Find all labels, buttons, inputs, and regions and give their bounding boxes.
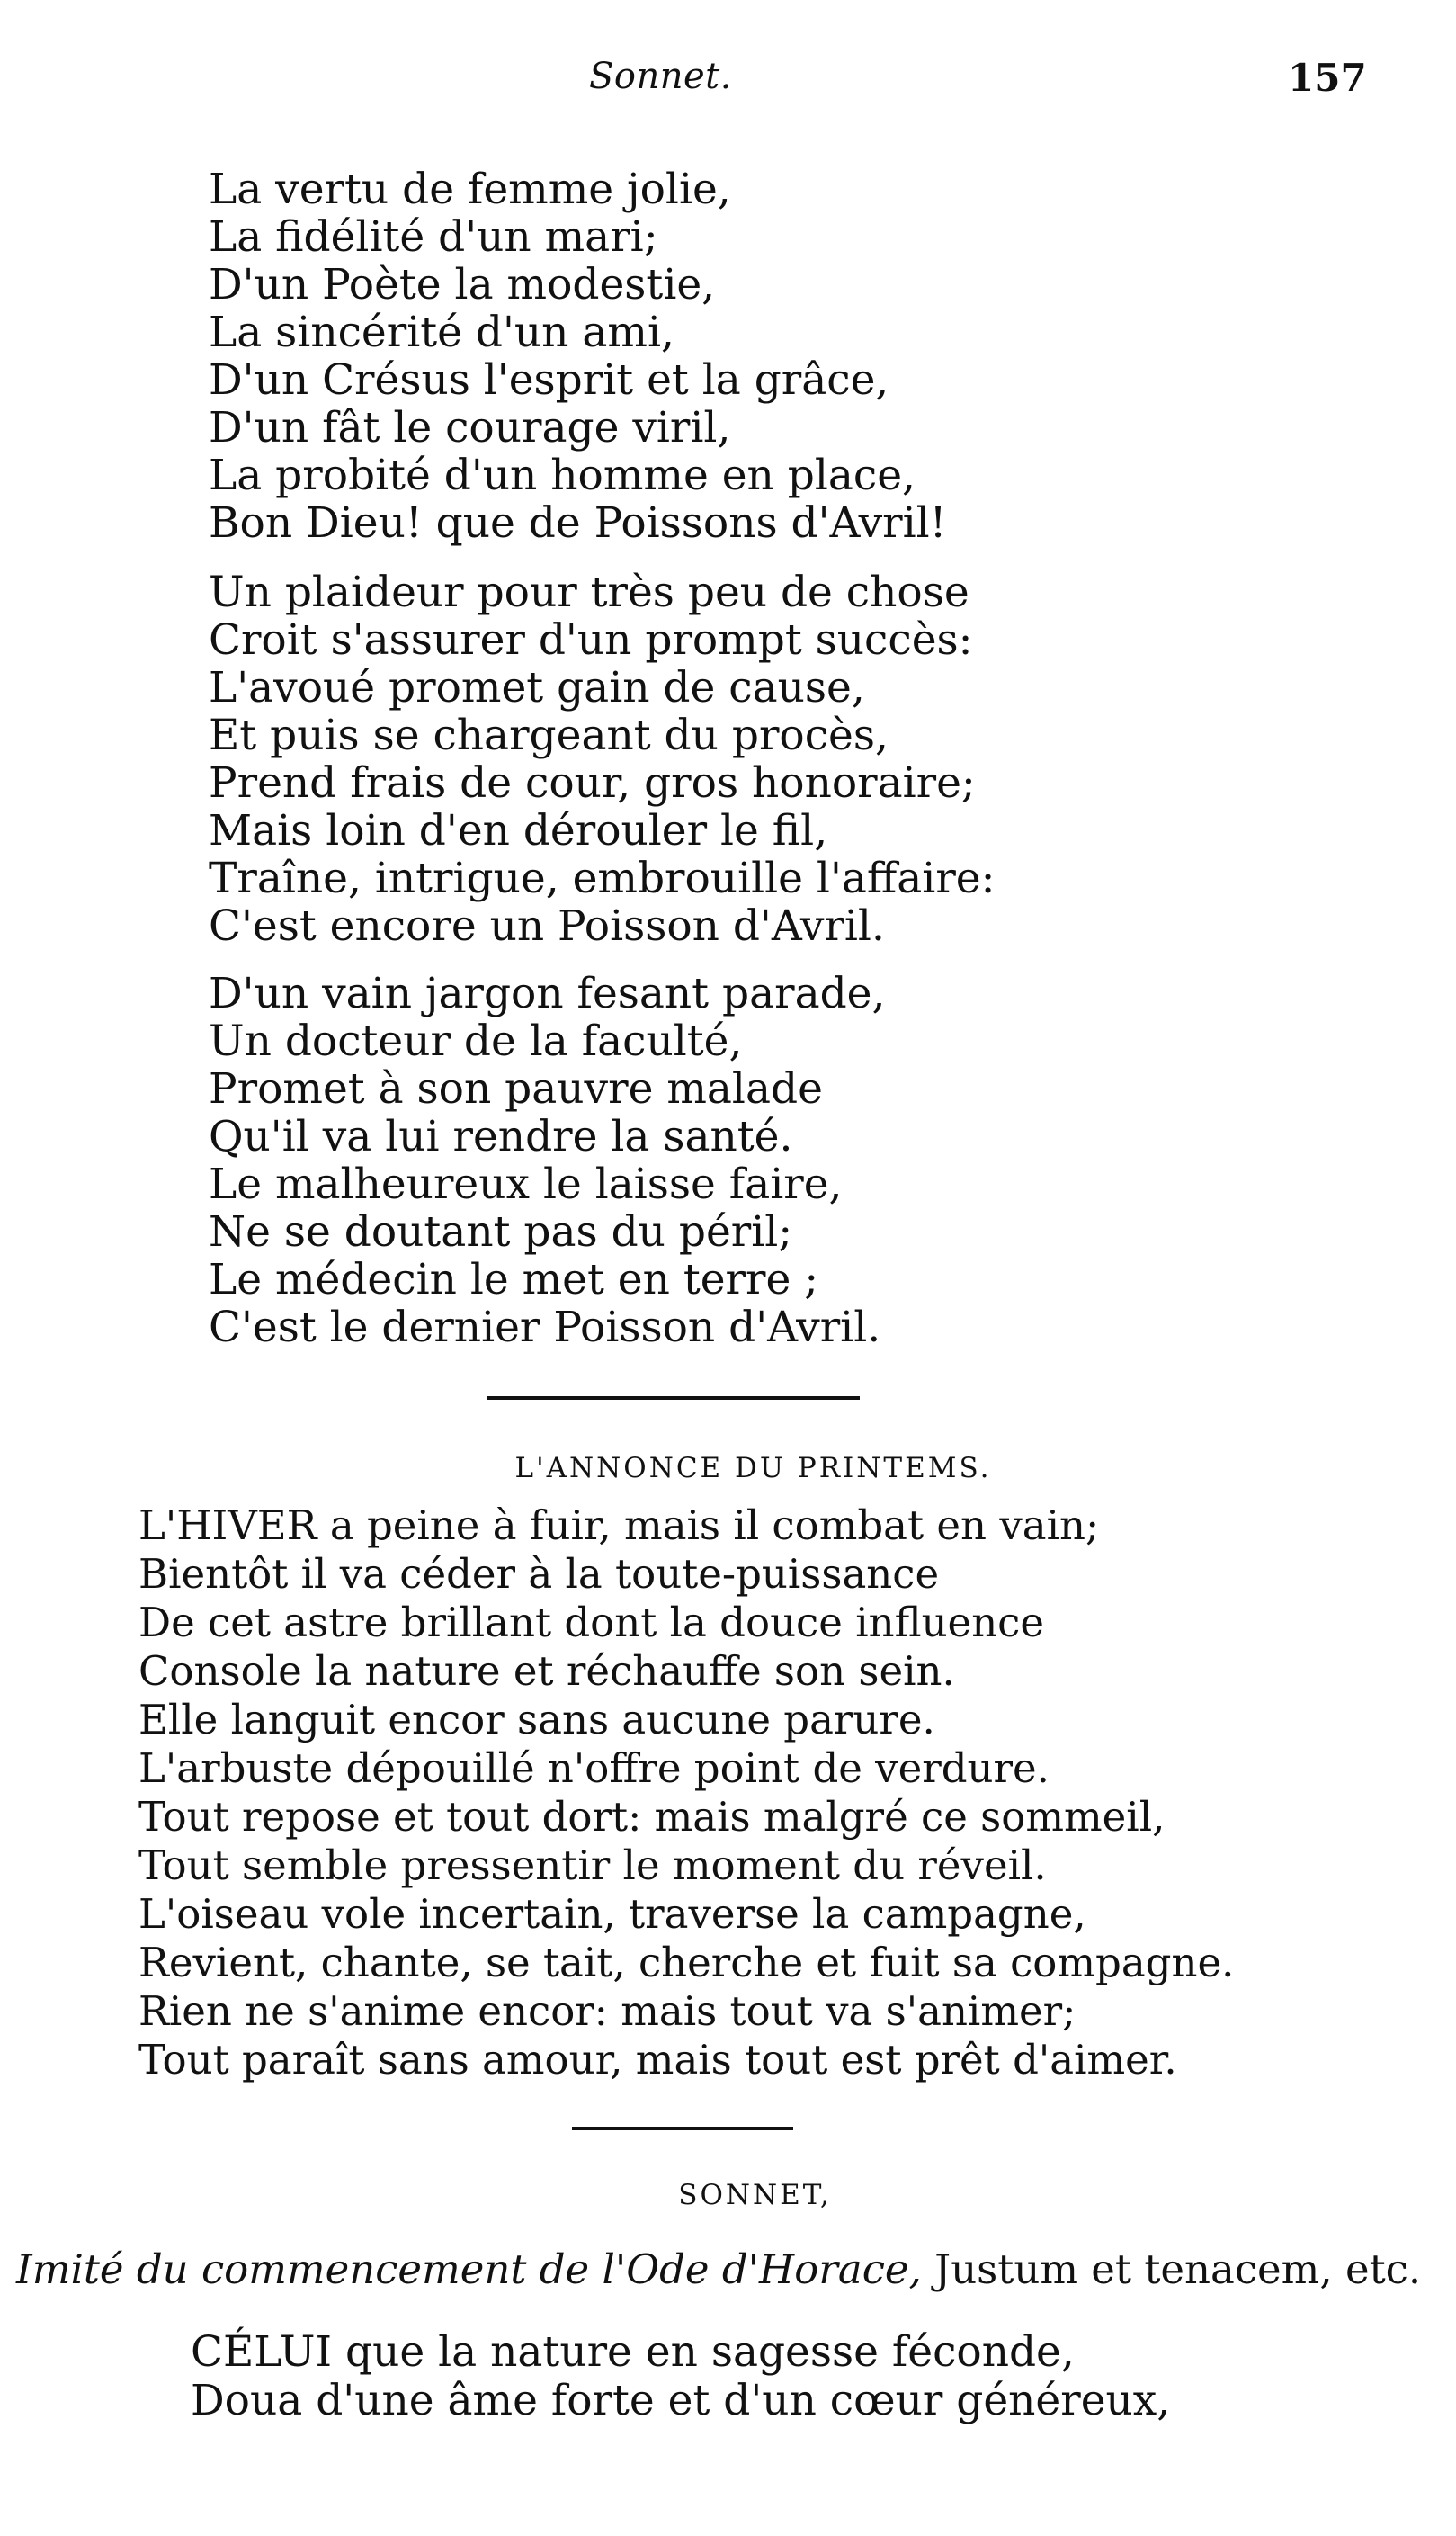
verse-line: De cet astre brillant dont la douce influence — [138, 1599, 1045, 1646]
verse-line: Revient, chante, se tait, cherche et fuit sa compagne. — [138, 1939, 1235, 1986]
verse-line: Tout semble pressentir le moment du réveil. — [138, 1842, 1047, 1889]
annonce-poem — [138, 1501, 1234, 2084]
first-line-rest: que la nature en sagesse féconde, — [332, 2327, 1075, 2377]
verse-line: Doua d'une âme forte et d'un cœur généreux, — [191, 2376, 1171, 2425]
verse-line: La vertu de femme jolie, — [209, 165, 731, 214]
page-number: 157 — [1288, 56, 1367, 100]
verse-line: D'un fât le courage viril, — [209, 403, 731, 453]
verse-line: Le médecin le met en terre ; — [209, 1255, 819, 1304]
verse-line — [191, 2328, 1170, 2377]
section-divider — [572, 2127, 793, 2130]
sonnet-subtitle — [16, 2245, 1421, 2293]
annonce-heading: L'ANNONCE DU PRINTEMS. — [514, 1452, 992, 1484]
verse-line: Tout paraît sans amour, mais tout est prêt d'aimer. — [138, 2036, 1177, 2083]
sonnet2-poem — [191, 2328, 1170, 2425]
verse-line: Le malheureux le laisse faire, — [209, 1160, 843, 1209]
verse-line: Ne se doutant pas du péril; — [209, 1207, 793, 1257]
initial-word: CÉLUI — [191, 2327, 333, 2377]
verse-line: La fidélité d'un mari; — [209, 212, 658, 262]
verse-line: Traîne, intrigue, embrouille l'affaire: — [209, 854, 996, 903]
sonnet-stanza-2 — [209, 569, 995, 950]
verse-line: Croit s'assurer d'un prompt succès: — [209, 615, 973, 665]
verse-line: Mais loin d'en dérouler le fil, — [209, 806, 828, 856]
initial-word: L'HIVER — [138, 1501, 317, 1549]
verse-line — [138, 1501, 1234, 1550]
verse-line: Qu'il va lui rendre la santé. — [209, 1112, 793, 1161]
verse-line: Elle languit encor sans aucune parure. — [138, 1696, 935, 1743]
sonnet-stanza-3 — [209, 970, 885, 1351]
verse-line: La sincérité d'un ami, — [209, 308, 674, 357]
verse-line: Un docteur de la faculté, — [209, 1017, 743, 1066]
first-line-rest: a peine à fuir, mais il combat en vain; — [317, 1501, 1100, 1549]
verse-line: Bientôt il va céder à la toute-puissance — [138, 1550, 940, 1598]
verse-line: D'un Crésus l'esprit et la grâce, — [209, 355, 889, 405]
running-title: Sonnet. — [589, 56, 732, 97]
sonnet-stanza-1 — [209, 166, 947, 547]
verse-line: Bon Dieu! que de Poissons d'Avril! — [209, 498, 947, 548]
verse-line: C'est encore un Poisson d'Avril. — [209, 901, 885, 951]
subtitle-roman: Justum et tenacem, etc. — [921, 2245, 1422, 2293]
verse-line: Promet à son pauvre malade — [209, 1064, 823, 1114]
verse-line: Un plaideur pour très peu de chose — [209, 568, 969, 617]
sonnet-heading: SONNET, — [678, 2179, 832, 2211]
verse-line: Tout repose et tout dort: mais malgré ce sommeil, — [138, 1793, 1166, 1841]
verse-line: L'avoué promet gain de cause, — [209, 663, 865, 712]
verse-line: Prend frais de cour, gros honoraire; — [209, 758, 976, 808]
verse-line: D'un vain jargon fesant parade, — [209, 969, 886, 1018]
running-head — [0, 47, 1456, 110]
subtitle-italic: Imité du commencement de l'Ode d'Horace, — [16, 2245, 922, 2293]
verse-line: L'oiseau vole incertain, traverse la campagne, — [138, 1890, 1086, 1938]
verse-line: Rien ne s'anime encor: mais tout va s'animer; — [138, 1987, 1076, 2035]
verse-line: D'un Poète la modestie, — [209, 260, 716, 309]
verse-line: Et puis se chargeant du procès, — [209, 711, 889, 760]
verse-line: L'arbuste dépouillé n'offre point de verdure. — [138, 1744, 1050, 1792]
verse-line: Console la nature et réchauffe son sein. — [138, 1647, 955, 1695]
verse-line: C'est le dernier Poisson d'Avril. — [209, 1303, 881, 1352]
section-divider — [487, 1396, 860, 1400]
verse-line: La probité d'un homme en place, — [209, 451, 916, 500]
